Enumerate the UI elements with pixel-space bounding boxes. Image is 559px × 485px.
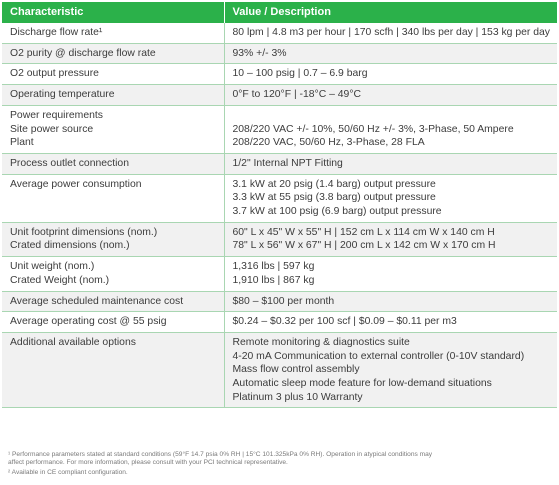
value-text: Remote monitoring & diagnostics suite [232,336,410,348]
characteristic-label: Process outlet connection [10,157,129,169]
characteristic-cell [2,64,224,85]
characteristic-cell [2,153,224,174]
characteristic-label: Average power consumption [10,178,142,190]
value-cell [224,23,557,43]
characteristic-label: Site power source [10,123,94,135]
table-row [2,105,557,153]
table-row [2,153,557,174]
value-cell [224,257,557,291]
value-text: 3.1 kW at 20 psig (1.4 barg) output pressure [232,178,436,190]
value-text: Platinum 3 plus 10 Warranty [232,391,363,403]
table-row [2,43,557,64]
characteristic-label: Crated dimensions (nom.) [10,240,130,252]
value-text: 78" L x 56" W x 67" H | 200 cm L x 142 cm W x 170 cm H [232,240,496,252]
footnotes [8,451,438,479]
table-row [2,222,557,256]
characteristic-cell [2,332,224,408]
characteristic-label [10,205,224,219]
table-row [2,312,557,333]
characteristic-label [10,191,224,205]
value-cell [224,332,557,408]
characteristic-label: Crated Weight (nom.) [10,274,110,286]
value-cell [224,291,557,312]
spec-table [2,2,557,408]
value-text: 208/220 VAC, 50/60 Hz, 3-Phase, 28 FLA [232,137,425,149]
table-row [2,332,557,408]
header-characteristic: Characteristic [2,2,224,23]
characteristic-label [10,350,224,364]
value-text: 93% +/- 3% [232,47,287,59]
value-cell [224,312,557,333]
characteristic-label [10,377,224,391]
value-text: $80 – $100 per month [232,295,335,307]
header-row [2,2,557,23]
value-text: Automatic sleep mode feature for low-demand situations [232,378,492,390]
value-text: 1,316 lbs | 597 kg [232,261,315,273]
characteristic-label: Average operating cost @ 55 psig [10,316,167,328]
header-value: Value / Description [224,2,557,23]
value-text: 208/220 VAC +/- 10%, 50/60 Hz +/- 3%, 3-Phase, 50 Ampere [232,123,514,135]
value-cell [224,43,557,64]
characteristic-label [10,363,224,377]
characteristic-label: Unit footprint dimensions (nom.) [10,226,158,238]
value-cell [224,85,557,106]
value-text: 80 lpm | 4.8 m3 per hour | 170 scfh | 340 lbs per day | 153 kg per day [232,27,551,38]
characteristic-label [10,391,224,405]
footnote-1: ¹ Performance parameters stated at standard conditions (59°F 14.7 psia 0% RH | 15°C 101.325kPa 0% RH). Operation in atypical conditions may affect performance. For more information, please consult with your PCI technical representative. [8,451,433,466]
value-text [233,109,558,123]
characteristic-label: Additional available options [10,336,136,348]
table-row [2,174,557,222]
value-text: 0°F to 120°F | -18°C – 49°C [232,89,361,101]
characteristic-label: O2 purity @ discharge flow rate [10,47,156,59]
value-cell [224,222,557,256]
value-text: 4-20 mA Communication to external controller (0-10V standard) [232,350,525,362]
characteristic-label: Power requirements [10,109,103,121]
characteristic-label: Average scheduled maintenance cost [10,295,184,307]
characteristic-cell [2,43,224,64]
characteristic-label: Plant [10,137,34,149]
characteristic-cell [2,257,224,291]
characteristic-cell [2,174,224,222]
value-text: 3.3 kW at 55 psig (3.8 barg) output pressure [232,192,436,204]
value-text: 60" L x 45" W x 55" H | 152 cm L x 114 cm W x 140 cm H [232,226,495,238]
value-cell [224,105,557,153]
value-text: Mass flow control assembly [232,364,360,376]
characteristic-cell [2,222,224,256]
characteristic-cell [2,291,224,312]
table-row [2,85,557,106]
characteristic-cell [2,85,224,106]
characteristic-label: Unit weight (nom.) [10,261,95,273]
value-text: 1/2" Internal NPT Fitting [232,157,343,169]
characteristic-label: Operating temperature [10,89,115,101]
table-row [2,64,557,85]
characteristic-label: O2 output pressure [10,68,99,80]
table-row [2,257,557,291]
characteristic-cell [2,312,224,333]
footnote-2: ² Available in CE compliant configuration. [8,468,128,476]
value-cell [224,153,557,174]
value-text: 10 – 100 psig | 0.7 – 6.9 barg [232,68,368,80]
value-text: $0.24 – $0.32 per 100 scf | $0.09 – $0.11 per m3 [232,316,457,328]
table-row [2,23,557,43]
value-text: 1,910 lbs | 867 kg [232,274,315,286]
characteristic-cell [2,105,224,153]
value-cell [224,174,557,222]
characteristic-label: Discharge flow rate¹ [10,27,103,38]
value-cell [224,64,557,85]
value-text: 3.7 kW at 100 psig (6.9 barg) output pressure [232,206,442,218]
table-row [2,291,557,312]
characteristic-cell [2,23,224,43]
